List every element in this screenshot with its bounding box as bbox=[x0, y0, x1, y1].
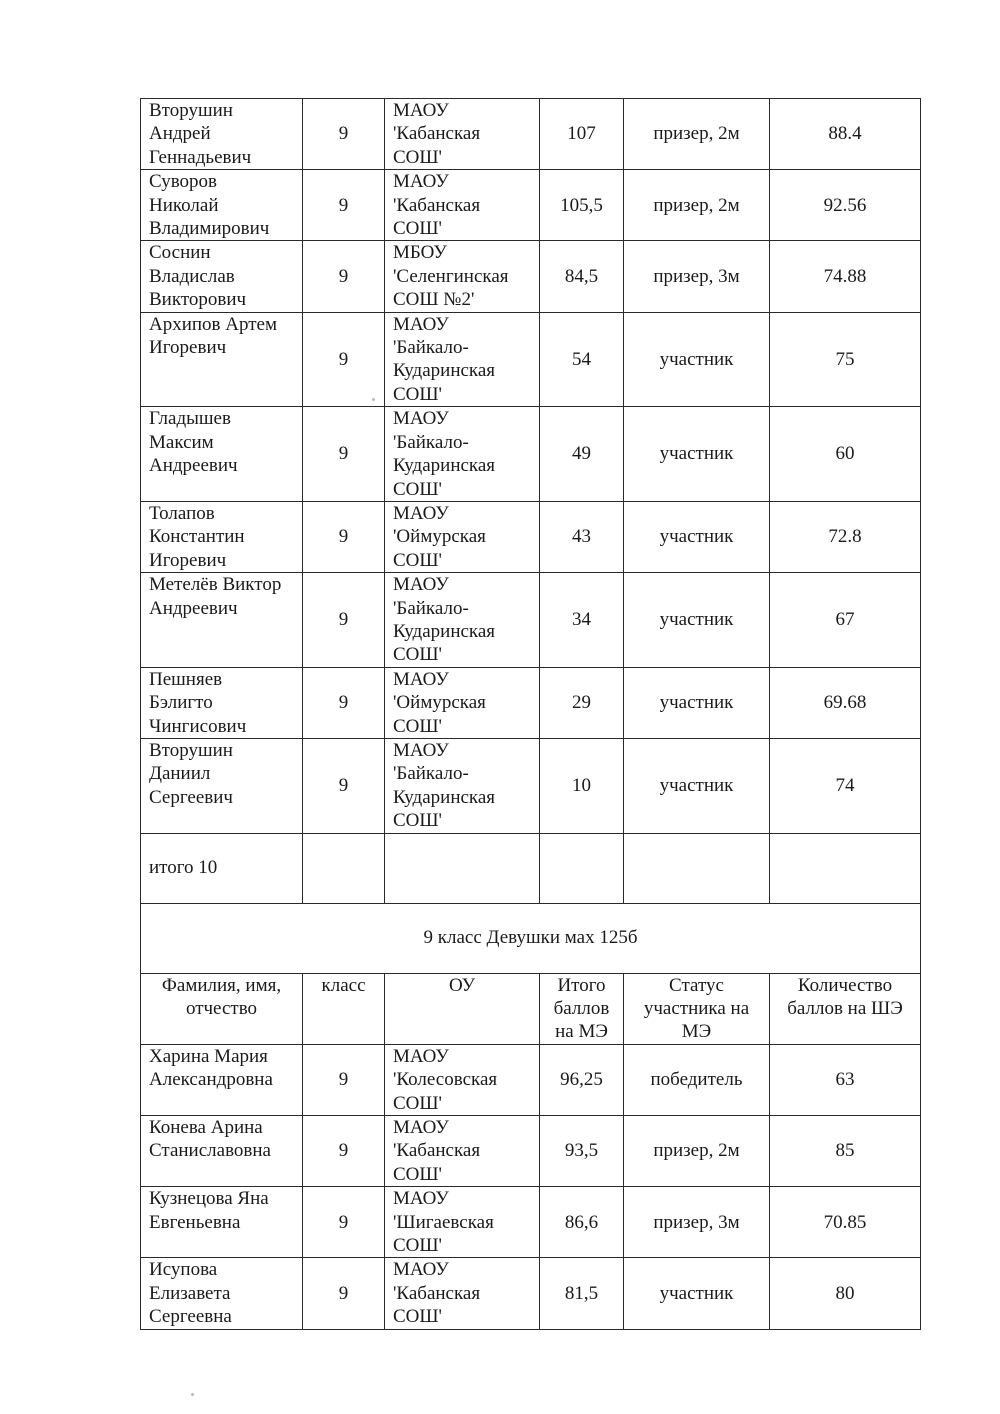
text-line: МАОУ bbox=[393, 171, 449, 193]
status-cell: участник bbox=[624, 501, 770, 572]
student-row bbox=[141, 573, 921, 668]
student-row bbox=[141, 667, 921, 738]
school-stage-score-cell: 69.68 bbox=[770, 667, 921, 738]
text-line: МАОУ bbox=[393, 1045, 449, 1067]
text-line: СОШ' bbox=[393, 549, 442, 571]
status-cell: участник bbox=[624, 407, 770, 502]
text-line: Бэлигто bbox=[149, 692, 213, 714]
municipal-score-cell: 81,5 bbox=[540, 1258, 624, 1329]
text-line: Максим bbox=[149, 431, 214, 453]
text-line: 'Байкало- bbox=[393, 337, 469, 359]
student-name bbox=[141, 170, 303, 241]
status-cell: призер, 2м bbox=[624, 99, 770, 170]
student-name bbox=[141, 501, 303, 572]
text-line: Александровна bbox=[149, 1069, 273, 1091]
text-line: 'Кабанская bbox=[393, 123, 481, 145]
status-cell: участник bbox=[624, 667, 770, 738]
grade-cell: 9 bbox=[303, 667, 385, 738]
text-line: Вторушин bbox=[149, 739, 233, 761]
text-line: Даниил bbox=[149, 763, 211, 785]
header-status bbox=[624, 973, 770, 1044]
school-cell bbox=[385, 1116, 540, 1187]
school-cell bbox=[385, 312, 540, 407]
text-line: Кударинская bbox=[393, 360, 496, 382]
municipal-score-cell: 34 bbox=[540, 573, 624, 668]
status-cell: участник bbox=[624, 738, 770, 833]
text-line: Итого bbox=[557, 974, 606, 996]
text-line: баллов на ШЭ bbox=[787, 998, 903, 1019]
status-cell: участник bbox=[624, 1258, 770, 1329]
text-line: МАОУ bbox=[393, 408, 449, 430]
text-line: СОШ' bbox=[393, 1306, 442, 1328]
text-line: МАОУ bbox=[393, 1188, 449, 1210]
municipal-score-cell: 29 bbox=[540, 667, 624, 738]
grade-cell: 9 bbox=[303, 1187, 385, 1258]
school-stage-score-cell: 67 bbox=[770, 573, 921, 668]
student-row bbox=[141, 1258, 921, 1329]
status-cell: победитель bbox=[624, 1044, 770, 1115]
text-line: МАОУ bbox=[393, 502, 449, 524]
text-line: 'Кабанская bbox=[393, 194, 481, 216]
text-line: 'Селенгинская bbox=[393, 265, 509, 287]
text-line: Кударинская bbox=[393, 620, 496, 642]
student-name bbox=[141, 1044, 303, 1115]
text-line: МБОУ bbox=[393, 242, 447, 264]
text-line: Николай bbox=[149, 194, 219, 216]
municipal-score-cell: 96,25 bbox=[540, 1044, 624, 1115]
text-line: Сергеевна bbox=[149, 1306, 232, 1328]
school-stage-score-cell: 75 bbox=[770, 312, 921, 407]
text-line: МАОУ bbox=[393, 313, 449, 335]
text-line: Чингисович bbox=[149, 715, 247, 737]
text-line: МЭ bbox=[681, 1021, 712, 1043]
school-cell bbox=[385, 738, 540, 833]
text-line: Владимирович bbox=[149, 218, 270, 240]
total-row bbox=[141, 833, 921, 903]
student-row bbox=[141, 407, 921, 502]
empty-cell bbox=[770, 833, 921, 903]
grade-cell: 9 bbox=[303, 1044, 385, 1115]
empty-cell bbox=[624, 833, 770, 903]
municipal-score-cell: 49 bbox=[540, 407, 624, 502]
text-line: МАОУ bbox=[393, 668, 449, 690]
grade-cell: 9 bbox=[303, 99, 385, 170]
school-cell bbox=[385, 667, 540, 738]
text-line: СОШ №2' bbox=[393, 289, 475, 311]
text-line: Гладышев bbox=[149, 408, 231, 430]
text-line: Елизавета bbox=[149, 1282, 231, 1304]
header-name bbox=[141, 973, 303, 1044]
header-grade bbox=[303, 973, 385, 1044]
text-line: Кузнецова Яна bbox=[149, 1188, 269, 1210]
text-line: Количество bbox=[797, 974, 893, 996]
status-cell: призер, 3м bbox=[624, 1187, 770, 1258]
student-name bbox=[141, 1116, 303, 1187]
school-cell bbox=[385, 573, 540, 668]
student-row bbox=[141, 1044, 921, 1115]
summary-section bbox=[141, 833, 921, 1044]
text-line: Викторович bbox=[149, 289, 247, 311]
boys-results bbox=[141, 99, 921, 834]
text-line: СОШ' bbox=[393, 1163, 442, 1185]
student-row bbox=[141, 99, 921, 170]
text-line: Кударинская bbox=[393, 455, 496, 477]
text-line: 'Байкало- bbox=[393, 597, 469, 619]
total-label: итого 10 bbox=[141, 833, 303, 903]
text-line: отчество bbox=[185, 998, 258, 1019]
text-line: Кударинская bbox=[393, 786, 496, 808]
text-line: Геннадьевич bbox=[149, 146, 252, 168]
text-line: Суворов bbox=[149, 171, 218, 193]
text-line: 'Байкало- bbox=[393, 431, 469, 453]
text-line: СОШ' bbox=[393, 146, 442, 168]
grade-cell: 9 bbox=[303, 1258, 385, 1329]
text-line: 'Оймурская bbox=[393, 692, 486, 714]
student-name bbox=[141, 407, 303, 502]
text-line: 'Байкало- bbox=[393, 763, 469, 785]
text-line: МАОУ bbox=[393, 100, 449, 121]
school-cell bbox=[385, 1258, 540, 1329]
text-line: МАОУ bbox=[393, 1117, 449, 1139]
results-sheet bbox=[140, 98, 920, 1330]
school-cell bbox=[385, 407, 540, 502]
school-stage-score-cell: 72.8 bbox=[770, 501, 921, 572]
school-stage-score-cell: 80 bbox=[770, 1258, 921, 1329]
grade-cell: 9 bbox=[303, 501, 385, 572]
grade-cell: 9 bbox=[303, 738, 385, 833]
text-line: на МЭ bbox=[555, 1021, 608, 1043]
text-line: 'Оймурская bbox=[393, 526, 486, 548]
text-line: СОШ' bbox=[393, 218, 442, 240]
text-line: класс bbox=[321, 974, 366, 996]
column-headers bbox=[141, 973, 921, 1044]
text-line: Вторушин bbox=[149, 100, 233, 121]
school-cell bbox=[385, 99, 540, 170]
scan-speck bbox=[191, 1393, 194, 1396]
grade-cell: 9 bbox=[303, 1116, 385, 1187]
header-municipal-score bbox=[540, 973, 624, 1044]
student-row bbox=[141, 312, 921, 407]
student-row bbox=[141, 1187, 921, 1258]
text-line: Фамилия, имя, bbox=[161, 974, 282, 996]
municipal-score-cell: 43 bbox=[540, 501, 624, 572]
section-title-row bbox=[141, 903, 921, 973]
student-name bbox=[141, 667, 303, 738]
girls-results bbox=[141, 1044, 921, 1329]
school-cell bbox=[385, 1044, 540, 1115]
municipal-score-cell: 10 bbox=[540, 738, 624, 833]
text-line: МАОУ bbox=[393, 1259, 449, 1281]
text-line: МАОУ bbox=[393, 739, 449, 761]
grade-cell: 9 bbox=[303, 170, 385, 241]
municipal-score-cell: 84,5 bbox=[540, 241, 624, 312]
scan-speck bbox=[372, 398, 375, 401]
student-name bbox=[141, 573, 303, 668]
text-line: СОШ' bbox=[393, 715, 442, 737]
municipal-score-cell: 93,5 bbox=[540, 1116, 624, 1187]
school-stage-score-cell: 60 bbox=[770, 407, 921, 502]
text-line: Конева Арина bbox=[149, 1117, 263, 1139]
text-line: СОШ' bbox=[393, 1235, 442, 1257]
empty-cell bbox=[540, 833, 624, 903]
text-line: 'Кабанская bbox=[393, 1140, 481, 1162]
text-line: СОШ' bbox=[393, 810, 442, 832]
header-school-stage-score bbox=[770, 973, 921, 1044]
grade-cell: 9 bbox=[303, 312, 385, 407]
grade-cell: 9 bbox=[303, 241, 385, 312]
school-stage-score-cell: 63 bbox=[770, 1044, 921, 1115]
municipal-score-cell: 105,5 bbox=[540, 170, 624, 241]
school-stage-score-cell: 74 bbox=[770, 738, 921, 833]
header-school bbox=[385, 973, 540, 1044]
text-line: Пешняев bbox=[149, 668, 223, 690]
student-row bbox=[141, 241, 921, 312]
status-cell: призер, 3м bbox=[624, 241, 770, 312]
section-title: 9 класс Девушки мах 125б bbox=[141, 903, 921, 973]
text-line: Станиславовна bbox=[149, 1140, 271, 1162]
school-stage-score-cell: 92.56 bbox=[770, 170, 921, 241]
school-stage-score-cell: 85 bbox=[770, 1116, 921, 1187]
text-line: баллов bbox=[553, 998, 610, 1019]
text-line: Соснин bbox=[149, 242, 211, 264]
municipal-score-cell: 54 bbox=[540, 312, 624, 407]
text-line: Константин bbox=[149, 526, 245, 548]
text-line: Андреевич bbox=[149, 455, 238, 477]
status-cell: участник bbox=[624, 573, 770, 668]
text-line: 'Кабанская bbox=[393, 1282, 481, 1304]
student-name bbox=[141, 1187, 303, 1258]
school-stage-score-cell: 88.4 bbox=[770, 99, 921, 170]
student-row bbox=[141, 501, 921, 572]
school-cell bbox=[385, 501, 540, 572]
student-row bbox=[141, 1116, 921, 1187]
text-line: Статус bbox=[669, 974, 724, 996]
text-line: Андреевич bbox=[149, 597, 238, 619]
text-line: участника на bbox=[643, 998, 750, 1019]
text-line: СОШ' bbox=[393, 478, 442, 500]
municipal-score-cell: 86,6 bbox=[540, 1187, 624, 1258]
school-cell bbox=[385, 170, 540, 241]
status-cell: участник bbox=[624, 312, 770, 407]
text-line: 'Колесовская bbox=[393, 1069, 498, 1091]
empty-cell bbox=[385, 833, 540, 903]
student-row bbox=[141, 738, 921, 833]
results-table bbox=[140, 98, 921, 1330]
student-name bbox=[141, 241, 303, 312]
text-line: Игоревич bbox=[149, 337, 227, 359]
text-line: Сергеевич bbox=[149, 786, 233, 808]
municipal-score-cell: 107 bbox=[540, 99, 624, 170]
student-row bbox=[141, 170, 921, 241]
text-line: СОШ' bbox=[393, 1092, 442, 1114]
text-line: СОШ' bbox=[393, 644, 442, 666]
student-name bbox=[141, 99, 303, 170]
text-line: 'Шигаевская bbox=[393, 1211, 494, 1233]
status-cell: призер, 2м bbox=[624, 170, 770, 241]
school-cell bbox=[385, 1187, 540, 1258]
status-cell: призер, 2м bbox=[624, 1116, 770, 1187]
student-name bbox=[141, 1258, 303, 1329]
text-line: СОШ' bbox=[393, 383, 442, 405]
student-name bbox=[141, 312, 303, 407]
empty-cell bbox=[303, 833, 385, 903]
school-stage-score-cell: 70.85 bbox=[770, 1187, 921, 1258]
text-line: Андрей bbox=[149, 123, 211, 145]
grade-cell: 9 bbox=[303, 407, 385, 502]
school-stage-score-cell: 74.88 bbox=[770, 241, 921, 312]
text-line: Евгеньевна bbox=[149, 1211, 241, 1233]
text-line: Архипов Артем bbox=[149, 313, 278, 335]
text-line: Толапов bbox=[149, 502, 215, 524]
grade-cell: 9 bbox=[303, 573, 385, 668]
text-line: МАОУ bbox=[393, 574, 449, 596]
text-line: Владислав bbox=[149, 265, 235, 287]
text-line: Метелёв Виктор bbox=[149, 574, 282, 596]
student-name bbox=[141, 738, 303, 833]
text-line: Харина Мария bbox=[149, 1045, 268, 1067]
text-line: ОУ bbox=[448, 974, 476, 996]
text-line: Исупова bbox=[149, 1259, 218, 1281]
text-line: Игоревич bbox=[149, 549, 227, 571]
school-cell bbox=[385, 241, 540, 312]
